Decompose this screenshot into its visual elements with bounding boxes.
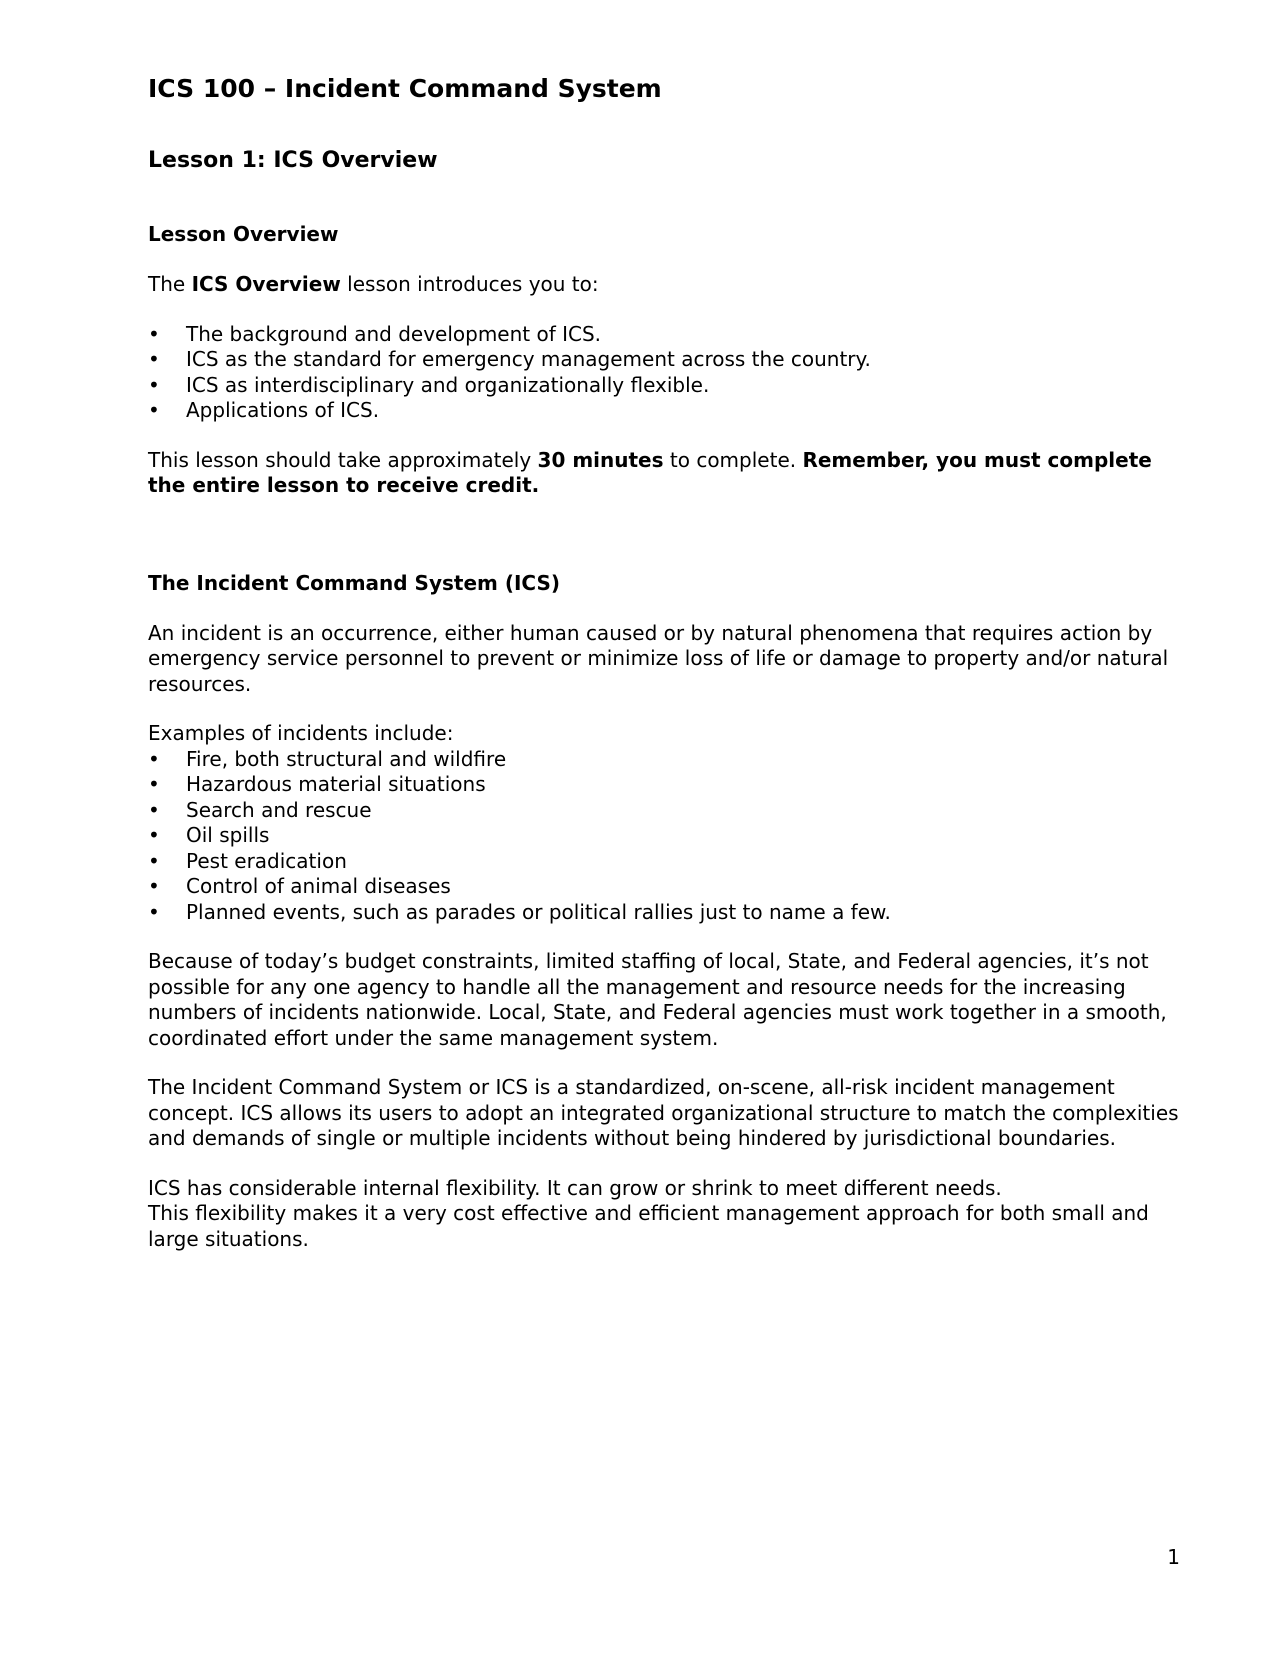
list-item-text: Planned events, such as parades or political rallies just to name a few. <box>186 899 891 924</box>
list-item-text: Fire, both structural and wildfire <box>186 746 507 771</box>
list-item <box>148 874 1188 900</box>
list-item <box>148 322 1188 348</box>
budget-paragraph: Because of today’s budget constraints, limited staffing of local, State, and Federal agencies, it’s not possible for any one agency to handle all the management and resource needs for the increasing numbers of incidents nationwide. Local, State, and Federal agencies must work together in a smooth, coordinated effort under the same management system. <box>148 949 1167 1050</box>
list-item <box>148 823 1188 849</box>
document-page <box>148 72 1188 1252</box>
duration-pre: This lesson should take approximately <box>148 447 538 472</box>
list-item-text: ICS as interdisciplinary and organizationally flexible. <box>186 372 710 397</box>
bullet-icon: • <box>148 797 160 822</box>
intro-pre: The <box>148 272 192 296</box>
list-item <box>148 747 1188 773</box>
list-item <box>148 373 1188 399</box>
list-item-text: Oil spills <box>186 823 270 847</box>
bullet-icon: • <box>148 746 160 771</box>
intro-post: lesson introduces you to: <box>340 272 599 296</box>
duration-time: 30 minutes <box>537 447 664 472</box>
bullet-icon: • <box>148 899 160 924</box>
intro-paragraph <box>148 272 1188 298</box>
lesson-overview-heading: Lesson Overview <box>148 222 339 246</box>
bullet-icon: • <box>148 874 160 898</box>
lesson-title: Lesson 1: ICS Overview <box>148 148 438 173</box>
list-item-text: The background and development of ICS. <box>186 321 602 346</box>
intro-bullet-list <box>148 322 1188 424</box>
duration-paragraph <box>148 448 1188 499</box>
list-item <box>148 798 1188 824</box>
bullet-icon: • <box>148 347 160 371</box>
document-title: ICS 100 – Incident Command System <box>148 74 662 103</box>
bullet-icon: • <box>148 372 160 397</box>
list-item-text: Hazardous material situations <box>186 772 486 796</box>
page-number: 1 <box>1167 1545 1180 1569</box>
intro-bold: ICS Overview <box>191 272 341 296</box>
flexibility-line-1: ICS has considerable internal flexibility. It can grow or shrink to meet different needs. <box>148 1175 1002 1200</box>
list-item <box>148 900 1188 926</box>
bullet-icon: • <box>148 848 160 873</box>
list-item-text: ICS as the standard for emergency management across the country. <box>186 347 871 371</box>
duration-note: Remember, you must complete the entire lesson to receive credit. <box>148 447 1152 497</box>
incident-definition: An incident is an occurrence, either human caused or by natural phenomena that requires action by emergency service personnel to prevent or minimize loss of life or damage to property and/or natural resources. <box>148 620 1169 696</box>
ics-concept-paragraph: The Incident Command System or ICS is a standardized, on-scene, all-risk incident management concept. ICS allows its users to adopt an integrated organizational structure to match the complexities and demands of single or multiple incidents without being hindered by jurisdictional boundaries. <box>148 1075 1179 1150</box>
bullet-icon: • <box>148 321 160 346</box>
list-item <box>148 347 1188 373</box>
list-item <box>148 398 1188 424</box>
bullet-icon: • <box>148 398 160 422</box>
list-item <box>148 772 1188 798</box>
list-item-text: Search and rescue <box>186 797 372 822</box>
list-item-text: Control of animal diseases <box>186 874 451 898</box>
examples-bullet-list <box>148 747 1188 926</box>
duration-mid: to complete. <box>663 447 803 472</box>
list-item <box>148 849 1188 875</box>
list-item-text: Pest eradication <box>186 848 347 873</box>
bullet-icon: • <box>148 823 160 847</box>
list-item-text: Applications of ICS. <box>186 398 380 422</box>
ics-section-heading: The Incident Command System (ICS) <box>148 570 561 595</box>
flexibility-line-2: This flexibility makes it a very cost effective and efficient management approach for both small and large situations. <box>148 1201 1149 1251</box>
examples-intro: Examples of incidents include: <box>148 721 454 745</box>
bullet-icon: • <box>148 772 160 796</box>
